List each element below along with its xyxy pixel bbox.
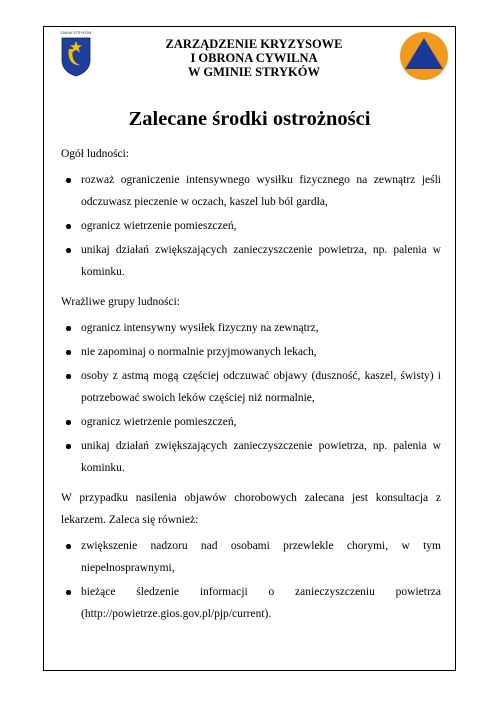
list-item-text: zwiększenie nadzoru nad osobami przewlekle chorymi, w tym niepełnosprawnymi, [81,540,441,574]
bullet-icon [66,590,71,595]
list-item-text: ogranicz intensywny wysiłek fizyczny na zewnątrz, [81,322,319,334]
list-item [61,435,441,479]
crest [54,31,98,81]
list-item-text: unikaj działań zwiększających zanieczyszczenie powietrza, np. palenia w kominku. [81,440,441,474]
bullet-list [61,317,441,479]
header-title-line: ZARZĄDZENIE KRYZYSOWE [165,37,343,51]
list-item-text: nie zapominaj o normalnie przyjmowanych lekach, [81,346,317,358]
bullet-icon [66,544,71,549]
bullet-list [61,535,441,625]
list-item [61,169,441,213]
header-title-line: I OBRONA CYWILNA [190,51,318,65]
list-item [61,317,441,339]
header [44,27,455,87]
section-lead: W przypadku nasilenia objawów chorobowych zalecana jest konsultacja z lekarzem. Zaleca się również: [61,492,441,526]
list-item [61,215,441,237]
document-title: Zalecane środki ostrożności [128,108,371,130]
header-title [134,37,374,79]
bullet-icon [66,444,71,449]
section-lead: Ogół ludności: [61,148,130,160]
page-frame [43,26,456,671]
civil-defence-logo [399,31,449,86]
list-item-text: bieżące śledzenie informacji o zanieczyszczeniu powietrza (http://powietrze.gios.gov.pl/pjp/current). [81,586,441,620]
bullet-icon [66,420,71,425]
list-item-text: unikaj działań zwiększających zanieczyszczenie powietrza, np. palenia w kominku. [81,244,441,278]
bullet-icon [66,224,71,229]
crest-caption: GMINA STRYKÓW [60,31,92,35]
bullet-icon [66,248,71,253]
bullet-list [61,169,441,283]
list-item-text: rozważ ograniczenie intensywnego wysiłku fizycznego na zewnątrz jeśli odczuwasz pieczenie w oczach, kaszel lub ból gardła, [81,174,441,208]
section-lead: Wrażliwe grupy ludności: [61,296,180,308]
list-item [61,411,441,433]
list-item-text: osoby z astmą mogą częściej odczuwać objawy (duszność, kaszel, świsty) i potrzebować swoich leków częściej niż normalnie, [81,370,441,404]
document-body [61,143,441,627]
bullet-icon [66,326,71,331]
bullet-icon [66,178,71,183]
list-item [61,365,441,409]
list-item-text: ogranicz wietrzenie pomieszczeń, [81,416,237,428]
coat-of-arms-icon [60,36,92,78]
header-title-line: W GMINIE STRYKÓW [188,65,320,79]
list-item [61,239,441,283]
bullet-icon [66,374,71,379]
bullet-icon [66,350,71,355]
list-item [61,581,441,625]
list-item [61,341,441,363]
list-item [61,535,441,579]
civil-defence-triangle-icon [399,31,449,81]
list-item-text: ogranicz wietrzenie pomieszczeń, [81,220,237,232]
